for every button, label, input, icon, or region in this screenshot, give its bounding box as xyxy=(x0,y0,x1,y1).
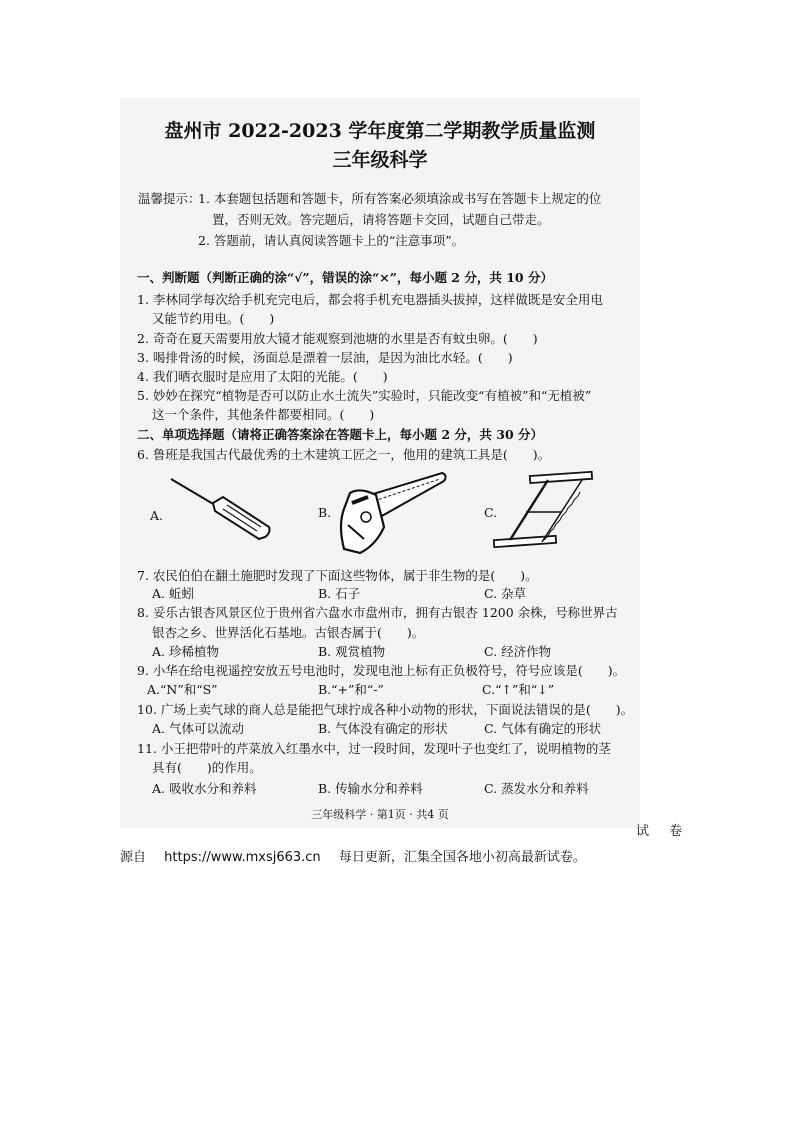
q10: 10. 广场上卖气球的商人总是能把气球拧成各种小动物的形状，下面说法错误的是( )。 xyxy=(137,702,634,717)
q9-option-a: A.“N”和“S” xyxy=(147,682,218,697)
chainsaw-icon xyxy=(330,465,450,560)
q8-option-a: A. 珍稀植物 xyxy=(152,644,219,659)
q6-option-c: C. xyxy=(484,505,498,520)
source-line xyxy=(120,846,600,865)
corner-label: 试 卷 xyxy=(636,824,691,839)
q1-line2: 又能节约用电。( ) xyxy=(152,311,275,326)
q2: 2. 奇奇在夏天需要用放大镜才能观察到池塘的水里是否有蚊虫卵。( ) xyxy=(137,331,538,346)
q8-option-c: C. 经济作物 xyxy=(484,644,552,659)
tips-lead: 温馨提示： xyxy=(138,191,201,206)
q9: 9. 小华在给电视遥控安放五号电池时，发现电池上标有正负极符号，符号应该是( )。 xyxy=(137,663,626,678)
q7-option-b: B. 石子 xyxy=(318,586,361,601)
source-url[interactable]: https://www.mxsj663.cn xyxy=(164,850,321,865)
tips-item1b: 置，否则无效。答完题后，请将答题卡交回，试题自己带走。 xyxy=(212,212,550,227)
q3: 3. 喝排骨汤的时候，汤面总是漂着一层油，是因为油比水轻。( ) xyxy=(137,350,513,365)
q11-option-b: B. 传输水分和养料 xyxy=(318,781,423,796)
q8-option-b: B. 观赏植物 xyxy=(318,644,386,659)
q8-line2: 银杏之乡、世界活化石基地。古银杏属于( )。 xyxy=(152,625,425,640)
q9-option-c: C.“↑”和“↓” xyxy=(482,682,555,697)
section2-heading: 二、单项选择题（请将正确答案涂在答题卡上，每小题 2 分，共 30 分） xyxy=(137,427,544,442)
q8-line1: 8. 妥乐古银杏风景区位于贵州省六盘水市盘州市，拥有古银杏 1200 余株，号称世界古 xyxy=(137,605,618,620)
q11-option-c: C. 蒸发水分和养料 xyxy=(484,781,589,796)
q10-option-b: B. 气体没有确定的形状 xyxy=(318,721,448,736)
q11-line1: 11. 小王把带叶的芹菜放入红墨水中，过一段时间，发现叶子也变红了，说明植物的茎 xyxy=(137,741,611,756)
section1-heading: 一、判断题（判断正确的涂“√”，错误的涂“×”，每小题 2 分，共 10 分） xyxy=(137,270,553,285)
q7: 7. 农民伯伯在翻土施肥时发现了下面这些物体，属于非生物的是( )。 xyxy=(137,568,538,583)
q11-option-a: A. 吸收水分和养料 xyxy=(152,781,257,796)
q4: 4. 我们晒衣服时是应用了太阳的光能。( ) xyxy=(137,369,388,384)
source-label: 源自 xyxy=(120,850,147,865)
screwdriver-icon xyxy=(165,475,275,545)
q5-line1: 5. 妙妙在探究“植物是否可以防止水土流失”实验时，只能改变“有植被”和“无植被” xyxy=(137,388,592,403)
source-note: 每日更新，汇集全国各地小初高最新试卷。 xyxy=(338,850,586,865)
tips-item1a: 1. 本套题包括题和答题卡，所有答案必须填涂或书写在答题卡上规定的位 xyxy=(198,191,602,206)
q1-line1: 1. 李林同学每次给手机充完电后，都会将手机充电器插头拔掉，这样做既是安全用电 xyxy=(137,292,603,307)
q6-option-b: B. xyxy=(318,505,332,520)
q7-option-c: C. 杂草 xyxy=(484,586,527,601)
page-footer: 三年级科学 · 第1页 · 共4 页 xyxy=(311,808,449,821)
q10-option-a: A. 气体可以流动 xyxy=(152,721,244,736)
q11-line2: 具有( )的作用。 xyxy=(152,760,262,775)
q7-option-a: A. 蚯蚓 xyxy=(152,586,194,601)
q6: 6. 鲁班是我国古代最优秀的土木建筑工匠之一，他用的建筑工具是( )。 xyxy=(137,447,551,462)
q9-option-b: B.“+”和“-” xyxy=(318,682,384,697)
tips-item2: 2. 答题前，请认真阅读答题卡上的“注意事项”。 xyxy=(198,233,465,248)
exam-subtitle: 三年级科学 xyxy=(332,149,428,171)
q6-option-a: A. xyxy=(150,508,164,523)
frame-saw-icon xyxy=(490,470,600,555)
q10-option-c: C. 气体有确定的形状 xyxy=(484,721,602,736)
exam-title: 盘州市 2022-2023 学年度第二学期教学质量监测 xyxy=(164,120,596,142)
q5-line2: 这一个条件，其他条件都要相同。( ) xyxy=(152,407,375,422)
